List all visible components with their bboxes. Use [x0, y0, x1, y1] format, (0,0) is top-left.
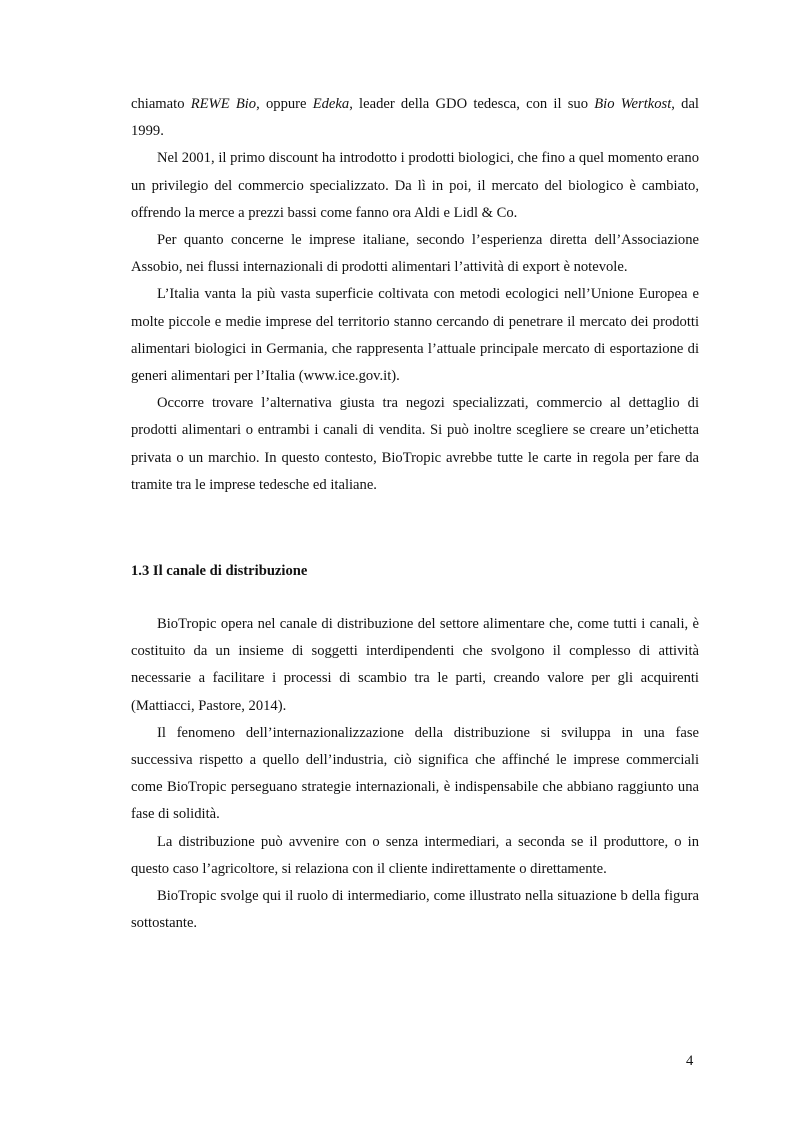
paragraph-italia: L’Italia vanta la più vasta superficie coltivata con metodi ecologici nell’Unione Europea e molte piccole e medie imprese del territorio stanno cercando di penetrare il mercato dei prodotti alimentari biologici in Germania, che rappresenta l’attuale principale mercato di esportazione di generi alimentari per l’Italia (www.ice.gov.it). [131, 286, 699, 385]
paragraph-discount: Nel 2001, il primo discount ha introdotto i prodotti biologici, che fino a quel momento erano un privilegio del commercio specializzato. Da lì in poi, il mercato del biologico è cambiato, offrendo la merce a prezzi bassi come fanno ora Aldi e Lidl & Co. [131, 150, 699, 221]
paragraph-canale: BioTropic opera nel canale di distribuzione del settore alimentare che, come tutti i canali, è costituito da un insieme di soggetti interdipendenti che svolgono il complesso di attività necessarie a facilitare i processi di scambio tra le parti, creando valore per gli acquirenti (Mattiacci, Pastore, 2014). [131, 616, 699, 714]
paragraph-imprese-italiane: Per quanto concerne le imprese italiane, secondo l’esperienza diretta dell’Associazione Assobio, nei flussi internazionali di prodotti alimentari l’attività di export è notevole. [131, 232, 699, 276]
paragraph-ruolo: BioTropic svolge qui il ruolo di intermediario, come illustrato nella situazione b della figura sottostante. [131, 888, 699, 932]
body-text-bottom [131, 611, 699, 937]
section-heading: 1.3 Il canale di distribuzione [131, 563, 308, 579]
paragraph-intermediari: La distribuzione può avvenire con o senza intermediari, a seconda se il produttore, o in questo caso l’agricoltore, si relaziona con il cliente indirettamente o direttamente. [131, 833, 699, 877]
brand-bio-wertkost: Bio Wertkost [594, 96, 672, 112]
paragraph-alternativa: Occorre trovare l’alternativa giusta tra negozi specializzati, commercio al dettaglio di prodotti alimentari o entrambi i canali di vendita. Si può inoltre scegliere se creare un’etichetta privata o un marchio. In questo contesto, BioTropic avrebbe tutte le carte in regola per fare da tramite tra le imprese tedesche ed italiane. [131, 395, 699, 493]
paragraph-continuation: chiamato REWE Bio, oppure Edeka, leader della GDO tedesca, con il suo Bio Wertkost, dal 1999. [131, 96, 699, 140]
page-number: 4 [686, 1053, 694, 1069]
body-text-top [131, 91, 699, 499]
brand-rewe-bio: REWE Bio [190, 96, 257, 112]
brand-edeka: Edeka [312, 96, 350, 112]
paragraph-internazionalizzazione: Il fenomeno dell’internazionalizzazione della distribuzione si sviluppa in una fase successiva rispetto a quello dell’industria, ciò significa che affinché le imprese commerciali come BioTropic perseguano strategie internazionali, è indispensabile che abbiano raggiunto una fase di solidità. [131, 724, 699, 823]
